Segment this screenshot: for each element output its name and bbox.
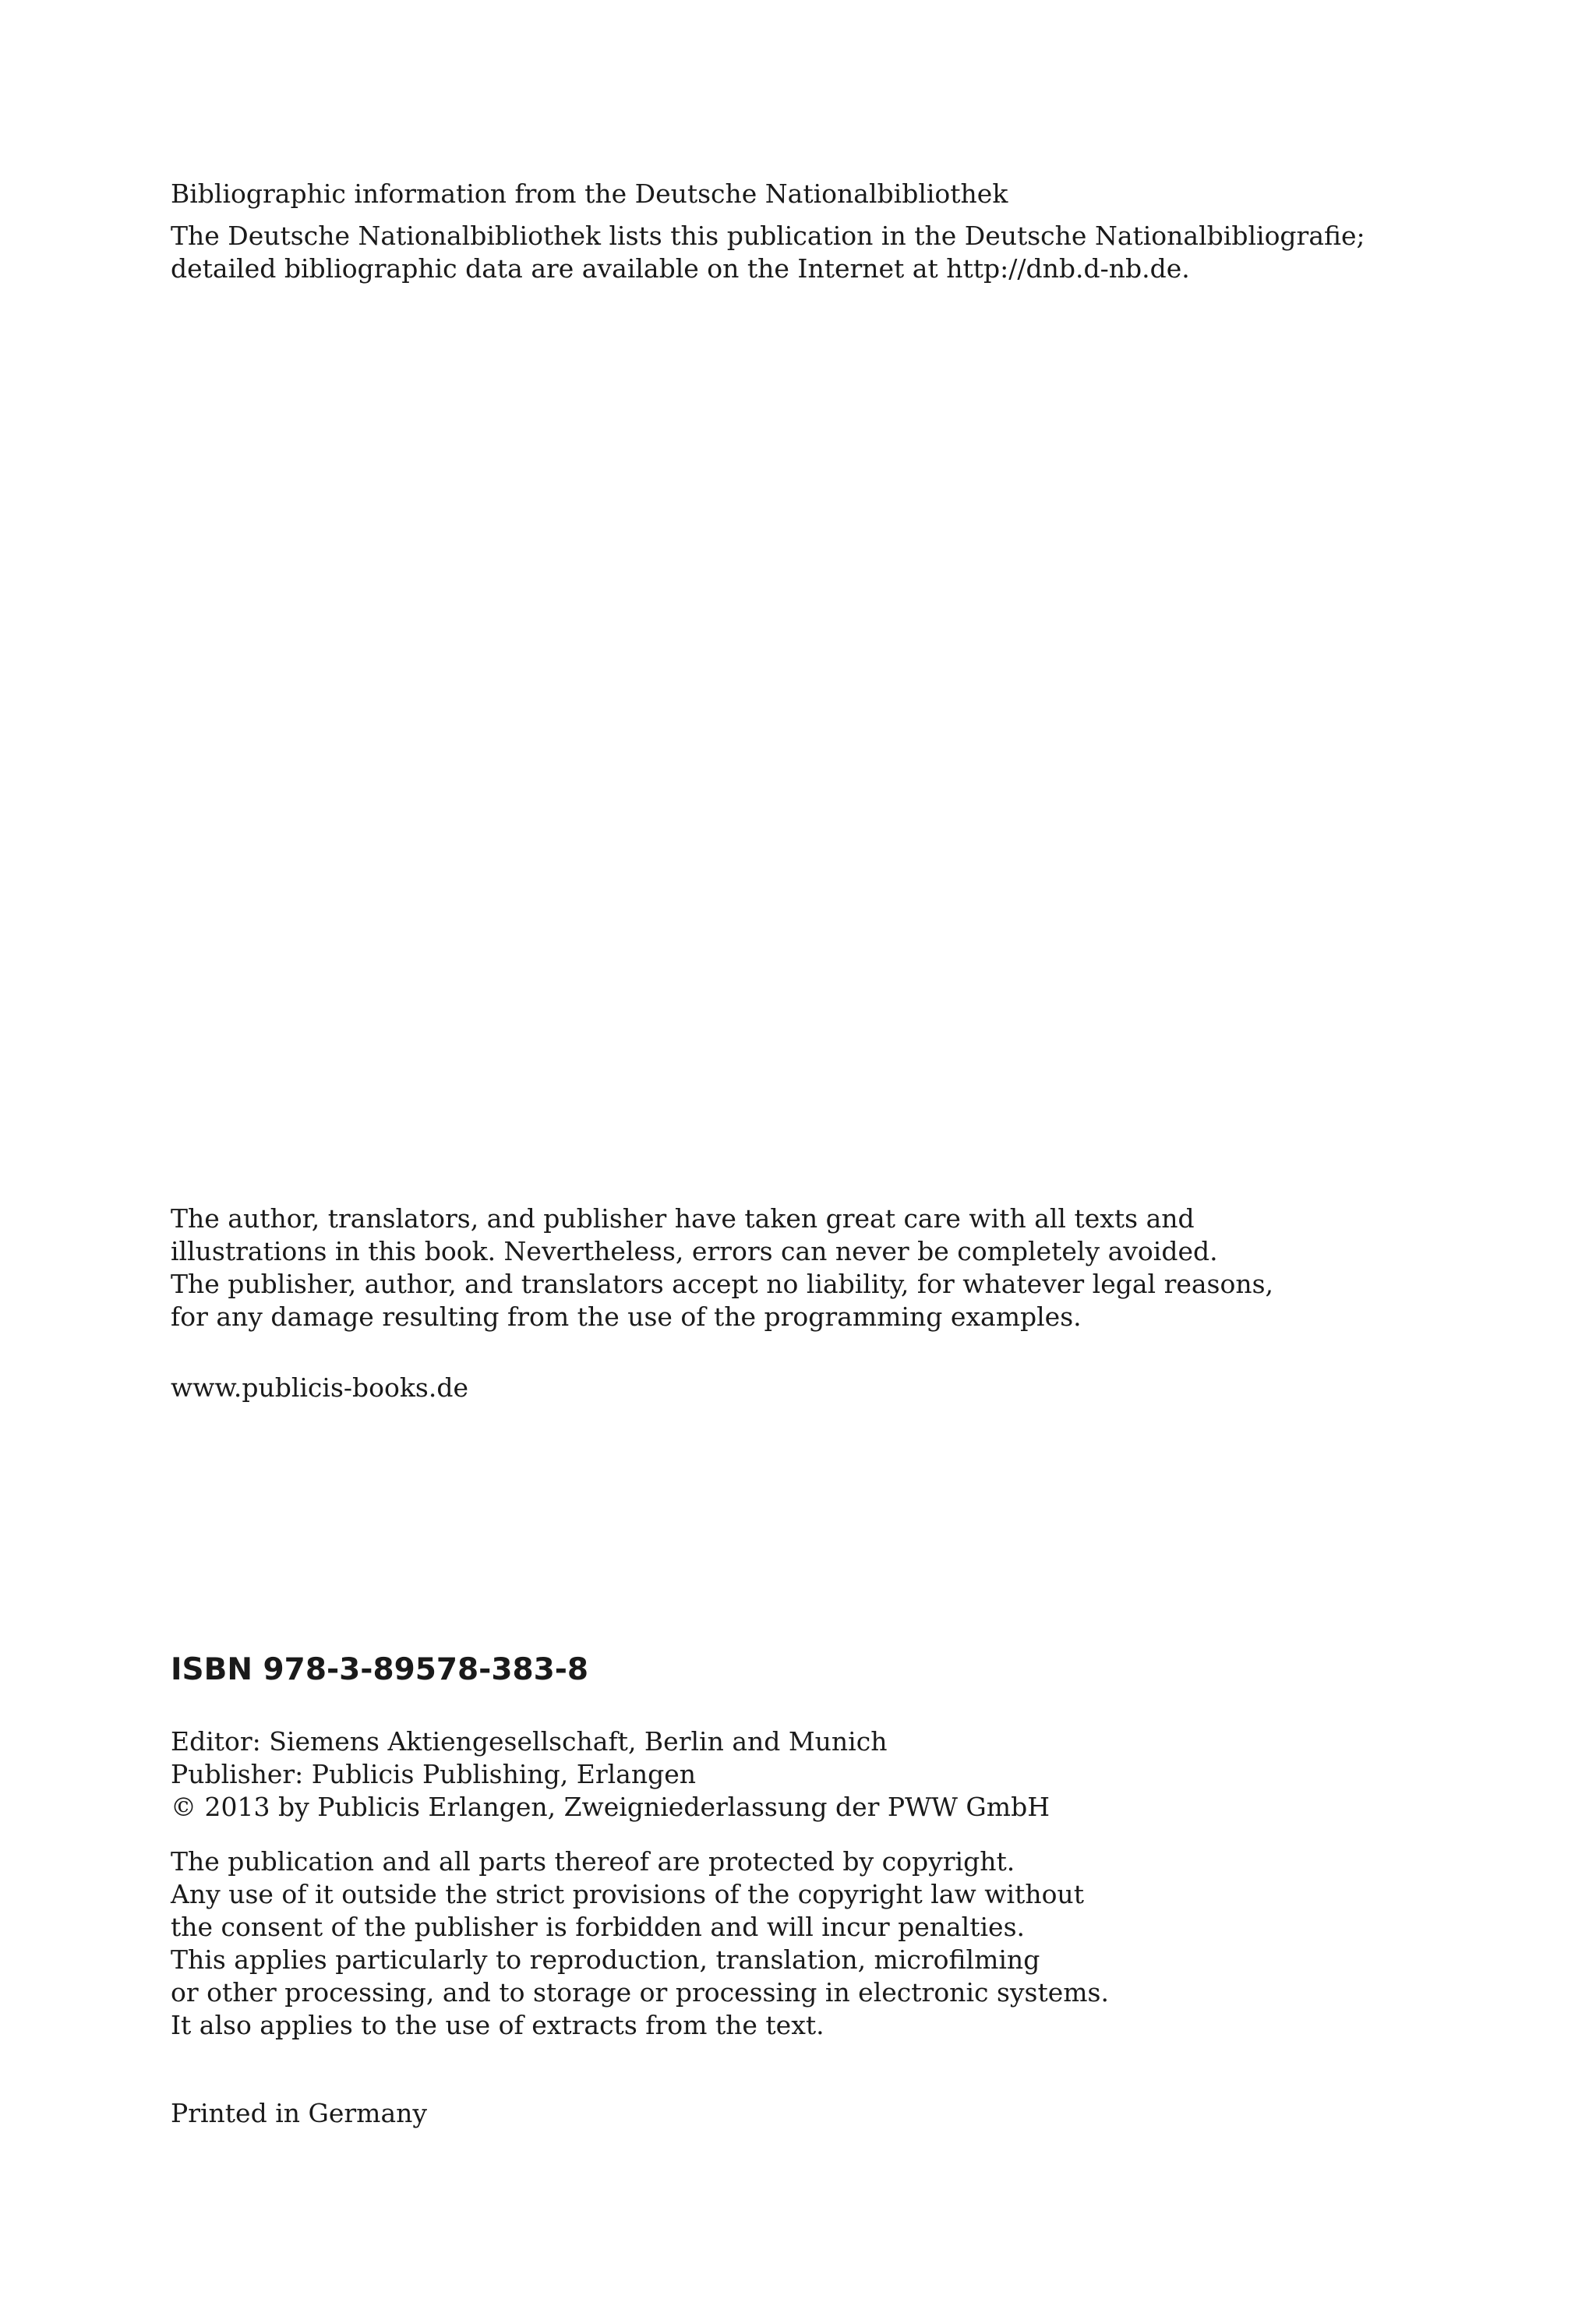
printed-in xyxy=(171,2097,1495,2130)
copyright-line: This applies particularly to reproduction, translation, microfilming xyxy=(171,1944,1040,1975)
bibliographic-info xyxy=(171,220,1495,285)
copyright-line: the consent of the publisher is forbidden and will incur penalties. xyxy=(171,1912,1025,1942)
disclaimer-line: illustrations in this book. Nevertheless, errors can never be completely avoided. xyxy=(171,1236,1218,1266)
imprint xyxy=(171,1725,1495,1824)
bibliographic-line: detailed bibliographic data are available on the Internet at http://dnb.d-nb.de. xyxy=(171,253,1190,284)
printed-in-text: Printed in Germany xyxy=(171,2098,428,2128)
disclaimer-line: for any damage resulting from the use of the programming examples. xyxy=(171,1301,1082,1332)
website-url: www.publicis-books.de xyxy=(171,1372,468,1403)
copyright-line: Any use of it outside the strict provisions of the copyright law without xyxy=(171,1879,1084,1909)
copyright-line: The publication and all parts thereof are protected by copyright. xyxy=(171,1846,1015,1877)
copyright-line: or other processing, and to storage or processing in electronic systems. xyxy=(171,1977,1109,2008)
copyright-line: It also applies to the use of extracts from the text. xyxy=(171,2010,824,2040)
website xyxy=(171,1372,1495,1404)
copyright-notice xyxy=(171,1845,1495,2042)
isbn: ISBN 978-3-89578-383-8 xyxy=(171,1652,589,1687)
imprint-line: © 2013 by Publicis Erlangen, Zweigniederlassung der PWW GmbH xyxy=(171,1792,1050,1822)
imprint-line: Editor: Siemens Aktiengesellschaft, Berlin and Munich xyxy=(171,1726,888,1757)
disclaimer-line: The publisher, author, and translators accept no liability, for whatever legal reasons, xyxy=(171,1269,1274,1299)
imprint-line: Publisher: Publicis Publishing, Erlangen xyxy=(171,1759,696,1789)
disclaimer xyxy=(171,1202,1495,1333)
disclaimer-line: The author, translators, and publisher have taken great care with all texts and xyxy=(171,1203,1195,1234)
bibliographic-heading-text: Bibliographic information from the Deutsche Nationalbibliothek xyxy=(171,178,1008,209)
bibliographic-heading xyxy=(171,178,1495,210)
bibliographic-line: The Deutsche Nationalbibliothek lists this publication in the Deutsche Nationalbibliografie; xyxy=(171,221,1365,251)
